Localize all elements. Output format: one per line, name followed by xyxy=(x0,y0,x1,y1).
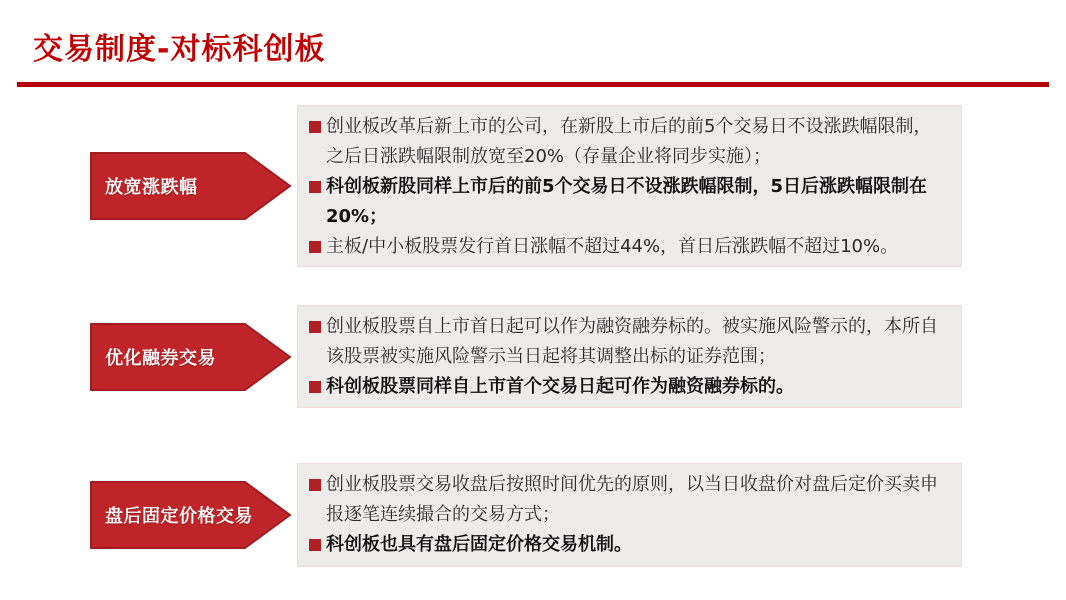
bullet-text: 科创板也具有盘后固定价格交易机制。 xyxy=(326,534,632,555)
feature-row-margin-trading xyxy=(0,305,1066,408)
bullet-list xyxy=(309,470,949,560)
arrow-label-text: 优化融券交易 xyxy=(105,347,216,369)
feature-row-price-limit xyxy=(0,105,1066,267)
bullet-square-icon xyxy=(309,181,321,193)
bullet-item xyxy=(309,530,949,560)
feature-row-after-hours-trading xyxy=(0,463,1066,567)
bullet-text: 主板/中小板股票发行首日涨幅不超过44%，首日后涨跌幅不超过10%。 xyxy=(326,236,899,257)
bullet-text: 创业板股票交易收盘后按照时间优先的原则，以当日收盘价对盘后定价买卖申报逐笔连续撮合的交易方式； xyxy=(326,474,938,525)
bullet-item xyxy=(309,172,949,232)
bullet-list xyxy=(309,312,949,402)
arrow-label-price-limit xyxy=(90,152,292,220)
bullet-item xyxy=(309,312,949,372)
arrow-label-text: 放宽涨跌幅 xyxy=(105,177,198,198)
bullet-square-icon xyxy=(309,241,321,253)
bullet-square-icon xyxy=(309,121,321,133)
bullet-item xyxy=(309,112,949,172)
bullet-text: 创业板改革后新上市的公司，在新股上市后的前5个交易日不设涨跌幅限制，之后日涨跌幅限制放宽至20%（存量企业将同步实施）； xyxy=(326,116,932,167)
content-box-price-limit xyxy=(297,105,962,267)
arrow-label-text: 盘后固定价格交易 xyxy=(105,506,253,527)
bullet-item xyxy=(309,232,949,262)
bullet-item xyxy=(309,372,949,402)
bullet-list xyxy=(309,112,949,262)
bullet-square-icon xyxy=(309,539,321,551)
title-divider xyxy=(17,82,1049,87)
bullet-item xyxy=(309,470,949,530)
page-title: 交易制度-对标科创板 xyxy=(33,32,326,67)
content-box-after-hours-trading xyxy=(297,463,962,567)
arrow-label-margin-trading xyxy=(90,323,292,391)
bullet-text: 科创板股票同样自上市首个交易日起可作为融资融券标的。 xyxy=(326,376,794,397)
bullet-square-icon xyxy=(309,381,321,393)
content-box-margin-trading xyxy=(297,305,962,408)
bullet-text: 科创板新股同样上市后的前5个交易日不设涨跌幅限制，5日后涨跌幅限制在20%； xyxy=(326,176,928,227)
bullet-square-icon xyxy=(309,479,321,491)
bullet-text: 创业板股票自上市首日起可以作为融资融券标的。被实施风险警示的，本所自该股票被实施风险警示当日起将其调整出标的证券范围； xyxy=(326,316,938,367)
bullet-square-icon xyxy=(309,321,321,333)
arrow-label-after-hours-trading xyxy=(90,481,292,549)
